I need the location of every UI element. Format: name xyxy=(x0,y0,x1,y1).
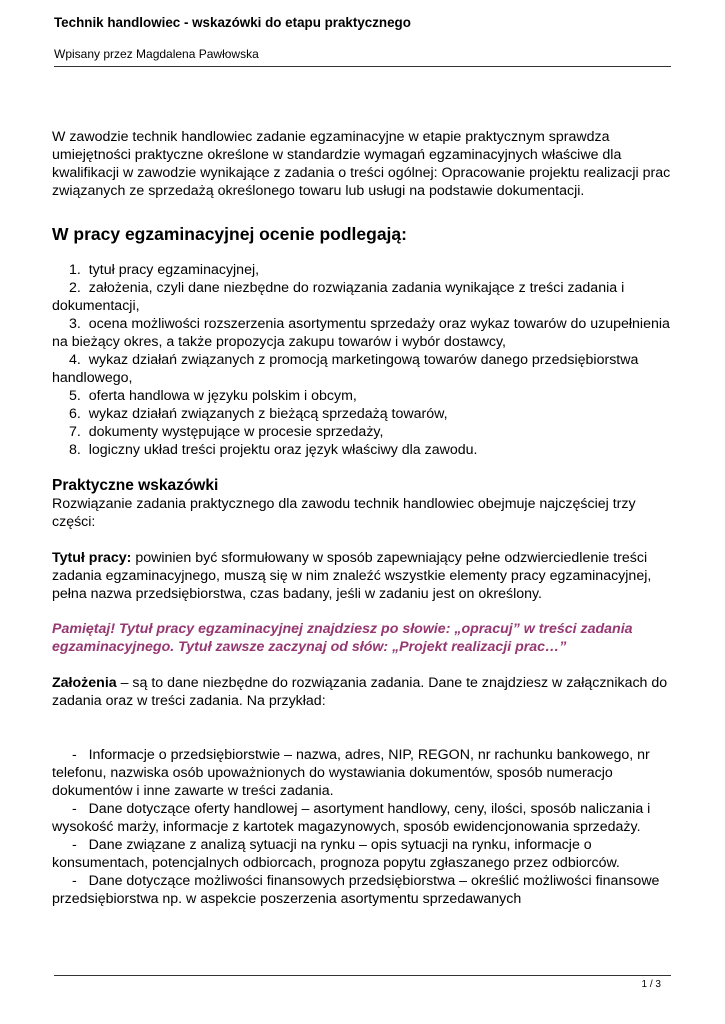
list-number: 8. xyxy=(69,442,81,458)
assumptions-list xyxy=(52,746,672,908)
list-item-text: Dane związane z analizą sytuacji na rynku – opis sytuacji na rynku, informacje o konsumentach, potencjalnych odbiorcach, prognoza popytu zgłaszanego przez odbiorców. xyxy=(52,837,620,871)
criteria-list xyxy=(52,261,672,459)
author-line: Wpisany przez Magdalena Pawłowska xyxy=(54,47,259,61)
list-item-text: wykaz działań związanych z bieżącą sprzedażą towarów, xyxy=(88,406,448,422)
assumptions-paragraph xyxy=(52,674,672,710)
list-item xyxy=(52,800,672,836)
list-dash: - xyxy=(72,873,77,889)
list-item xyxy=(52,351,672,387)
list-number: 2. xyxy=(69,280,81,296)
list-item-text: Informacje o przedsiębiorstwie – nazwa, adres, NIP, REGON, nr rachunku bankowego, nr telefonu, nazwiska osób upoważnionych do wystawiania dokumentów, sposób numeracjo dokumentów i inne zawarte w treści zadania. xyxy=(52,747,650,799)
document-title: Technik handlowiec - wskazówki do etapu praktycznego xyxy=(54,15,411,30)
title-text: powinien być sformułowany w sposób zapewniający pełne odzwierciedlenie treści zadania egzaminacyjnego, muszą się w nim znaleźć wszystkie elementy pracy egzaminacyjnej, pełna nazwa przedsiębiorstwa, czas badany, jeśli w zadaniu jest on określony. xyxy=(52,550,652,602)
list-number: 1. xyxy=(69,262,81,278)
list-number: 3. xyxy=(69,316,81,332)
title-label: Tytuł pracy: xyxy=(52,550,132,566)
intro-paragraph: W zawodzie technik handlowiec zadanie egzaminacyjne w etapie praktycznym sprawdza umiejętności praktyczne określone w standardzie wymagań egzaminacyjnych właściwe dla kwalifikacji w zawodzie wynikające z zadania o treści ogólnej: Opracowanie projektu realizacji prac związanych ze sprzedażą określonego towaru lub usługi na podstawie dokumentacji. xyxy=(52,129,671,199)
list-dash: - xyxy=(72,837,77,853)
tips-lead-paragraph: Rozwiązanie zadania praktycznego dla zawodu technik handlowiec obejmuje najczęściej trzy części: xyxy=(52,496,636,530)
title-paragraph xyxy=(52,549,672,603)
assumptions-label: Założenia xyxy=(52,675,117,691)
page-number: 1 / 3 xyxy=(641,979,661,990)
list-item-text: wykaz działań związanych z promocją marketingową towarów danego przedsiębiorstwa handlowego, xyxy=(52,352,639,386)
tips-heading: Praktyczne wskazówki xyxy=(52,477,219,494)
footer-divider xyxy=(54,975,671,976)
list-number: 7. xyxy=(69,424,81,440)
assumptions-text: – są to dane niezbędne do rozwiązania zadania. Dane te znajdziesz w załącznikach do zadania oraz w treści zadania. Na przykład: xyxy=(52,675,668,709)
reminder-note: Pamiętaj! Tytuł pracy egzaminacyjnej znajdziesz po słowie: „opracuj” w treści zadania egzaminacyjnego. Tytuł zawsze zaczynaj od słów: „Projekt realizacji prac…” xyxy=(52,621,633,655)
list-item xyxy=(52,405,672,423)
list-item-text: Dane dotyczące możliwości finansowych przedsiębiorstwa – określić możliwości finansowe przedsiębiorstwa np. w aspekcie poszerzenia asortymentu sprzedawanych xyxy=(52,873,660,907)
list-item-text: logiczny układ treści projektu oraz język właściwy dla zawodu. xyxy=(88,442,478,458)
list-dash: - xyxy=(72,747,77,763)
header-divider xyxy=(54,66,671,67)
list-item xyxy=(52,387,672,405)
list-item-text: Dane dotyczące oferty handlowej – asortyment handlowy, ceny, ilości, sposób naliczania i wysokość marży, informacje z kartotek magazynowych, sposób ewidencjonowania sprzedaży. xyxy=(52,801,651,835)
list-item-text: założenia, czyli dane niezbędne do rozwiązania zadania wynikające z treści zadania i dokumentacji, xyxy=(52,280,625,314)
list-dash: - xyxy=(72,801,77,817)
list-item xyxy=(52,872,672,908)
list-number: 4. xyxy=(69,352,81,368)
document-body xyxy=(52,128,672,908)
list-number: 6. xyxy=(69,406,81,422)
list-item-text: ocena możliwości rozszerzenia asortymentu sprzedaży oraz wykaz towarów do uzupełnienia na bieżący okres, a także propozycja zakupu towarów i wybór dostawcy, xyxy=(52,316,670,350)
list-number: 5. xyxy=(69,388,81,404)
list-item xyxy=(52,261,672,279)
list-item-text: dokumenty występujące w procesie sprzedaży, xyxy=(88,424,384,440)
list-item-text: tytuł pracy egzaminacyjnej, xyxy=(88,262,260,278)
list-item xyxy=(52,315,672,351)
list-item xyxy=(52,441,672,459)
list-item xyxy=(52,279,672,315)
list-item-text: oferta handlowa w języku polskim i obcym, xyxy=(88,388,357,404)
criteria-heading: W pracy egzaminacyjnej ocenie podlegają: xyxy=(52,224,407,244)
list-item xyxy=(52,746,672,800)
list-item xyxy=(52,836,672,872)
list-item xyxy=(52,423,672,441)
